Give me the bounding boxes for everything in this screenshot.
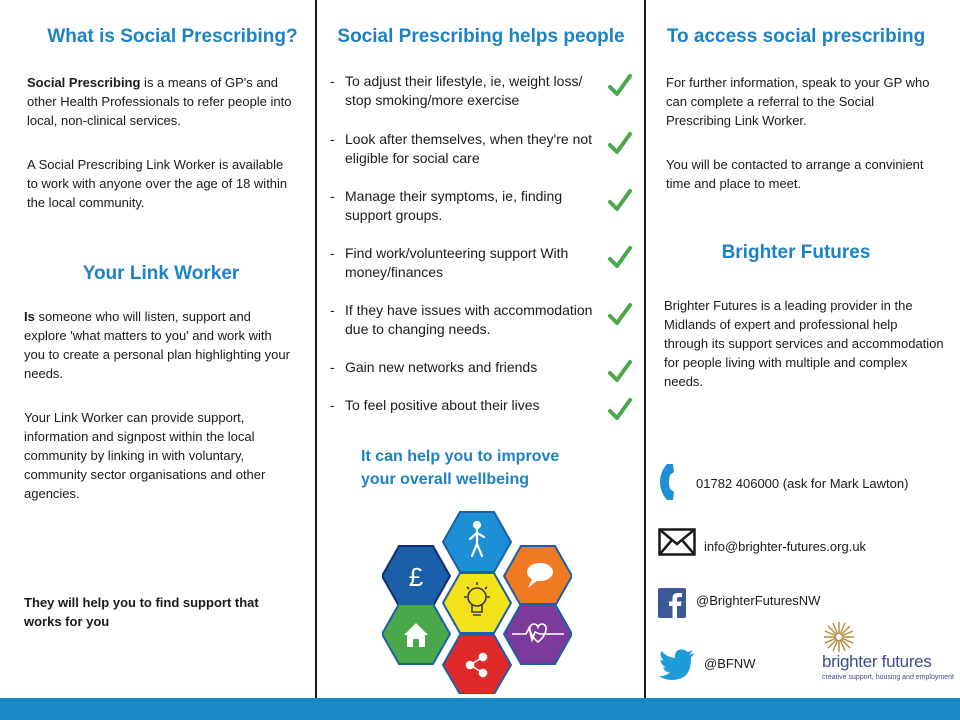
twitter-handle[interactable]: @BFNW bbox=[704, 656, 756, 671]
intro-paragraph bbox=[27, 73, 295, 130]
sunburst-logo-icon bbox=[822, 620, 856, 654]
divider-left bbox=[315, 0, 317, 720]
home-hexagon bbox=[382, 604, 450, 664]
link-worker-support: Your Link Worker can provide support, information and signpost within the local community by linking in with voluntary, community sector organisations and other agencies. bbox=[24, 410, 266, 501]
health-hexagon bbox=[504, 604, 572, 664]
check-icon bbox=[606, 358, 634, 386]
what-is-heading: What is Social Prescribing? bbox=[47, 26, 298, 47]
connect-hexagon bbox=[443, 635, 511, 694]
helps-people-heading: Social Prescribing helps people bbox=[337, 26, 625, 47]
list-item-text: Look after themselves, when they're not eligible for social care bbox=[345, 131, 593, 166]
envelope-icon bbox=[658, 528, 696, 556]
list-item-text: Find work/volunteering support With money/finances bbox=[345, 245, 569, 280]
wellbeing-hexagon-graphic bbox=[382, 508, 572, 694]
check-icon bbox=[606, 130, 634, 158]
logo-name: brighter futures bbox=[822, 652, 932, 671]
check-icon bbox=[606, 72, 634, 100]
access-contact-note: You will be contacted to arrange a convinient time and place to meet. bbox=[666, 157, 924, 191]
dash-bullet: - bbox=[330, 359, 335, 375]
list-item-text: Manage their symptoms, ie, finding support groups. bbox=[345, 188, 563, 223]
dash-bullet: - bbox=[330, 73, 335, 89]
link-worker-availability: A Social Prescribing Link Worker is available to work with anyone over the age of 18 within the local community. bbox=[27, 157, 288, 210]
brighter-futures-logo bbox=[822, 620, 954, 692]
footer-bar bbox=[0, 698, 960, 720]
phone-icon bbox=[658, 462, 684, 502]
dash-bullet: - bbox=[330, 188, 335, 204]
brighter-futures-heading: Brighter Futures bbox=[721, 242, 871, 263]
phone-contact bbox=[658, 462, 948, 502]
check-icon bbox=[606, 244, 634, 272]
facebook-icon bbox=[658, 588, 686, 618]
find-support-note: They will help you to find support that works for you bbox=[24, 595, 259, 629]
facebook-handle[interactable]: @BrighterFuturesNW bbox=[696, 593, 821, 608]
dash-bullet: - bbox=[330, 302, 335, 318]
list-item-text: If they have issues with accommodation due to changing needs. bbox=[345, 302, 593, 337]
middle-panel bbox=[318, 0, 644, 698]
facebook-contact bbox=[658, 588, 948, 618]
right-panel bbox=[646, 0, 960, 698]
twitter-icon bbox=[658, 645, 696, 683]
intro-bold: Social Prescribing bbox=[27, 75, 141, 90]
access-info: For further information, speak to your GP who can complete a referral to the Social Prescribing Link Worker. bbox=[666, 75, 930, 128]
phone-number[interactable]: 01782 406000 (ask for Mark Lawton) bbox=[696, 476, 909, 491]
exercise-hexagon bbox=[443, 512, 511, 572]
link-worker-heading: Your Link Worker bbox=[82, 263, 240, 284]
access-heading: To access social prescribing bbox=[666, 26, 926, 47]
ideas-hexagon bbox=[443, 573, 511, 633]
left-panel bbox=[0, 0, 315, 698]
brighter-futures-description: Brighter Futures is a leading provider in the Midlands of expert and professional help through its support services and accommodation for people living with multiple and complex needs. bbox=[664, 298, 944, 389]
email-contact bbox=[658, 528, 948, 556]
link-worker-bold: Is bbox=[24, 309, 35, 324]
list-item-text: To adjust their lifestyle, ie, weight loss/ stop smoking/more exercise bbox=[345, 73, 583, 108]
wellbeing-callout: It can help you to improve your overall wellbeing bbox=[361, 448, 560, 488]
dash-bullet: - bbox=[330, 131, 335, 147]
logo-tagline: creative support, housing and employment bbox=[822, 674, 954, 681]
link-worker-description bbox=[24, 307, 294, 383]
check-icon bbox=[606, 301, 634, 329]
pound-icon: £ bbox=[408, 562, 424, 592]
dash-bullet: - bbox=[330, 245, 335, 261]
intro-rest: is a means of GP's and other Health Professionals to refer people into local, non-clinical services. bbox=[27, 75, 292, 128]
finance-hexagon bbox=[382, 546, 450, 606]
link-worker-rest: someone who will listen, support and explore 'what matters to you' and work with you to create a personal plan highlighting your needs. bbox=[24, 309, 290, 381]
list-item-text: To feel positive about their lives bbox=[345, 397, 540, 413]
email-address[interactable]: info@brighter-futures.org.uk bbox=[704, 539, 867, 554]
check-icon bbox=[606, 396, 634, 424]
list-item-text: Gain new networks and friends bbox=[345, 359, 538, 375]
check-icon bbox=[606, 187, 634, 215]
talk-hexagon bbox=[504, 546, 572, 606]
dash-bullet: - bbox=[330, 397, 335, 413]
